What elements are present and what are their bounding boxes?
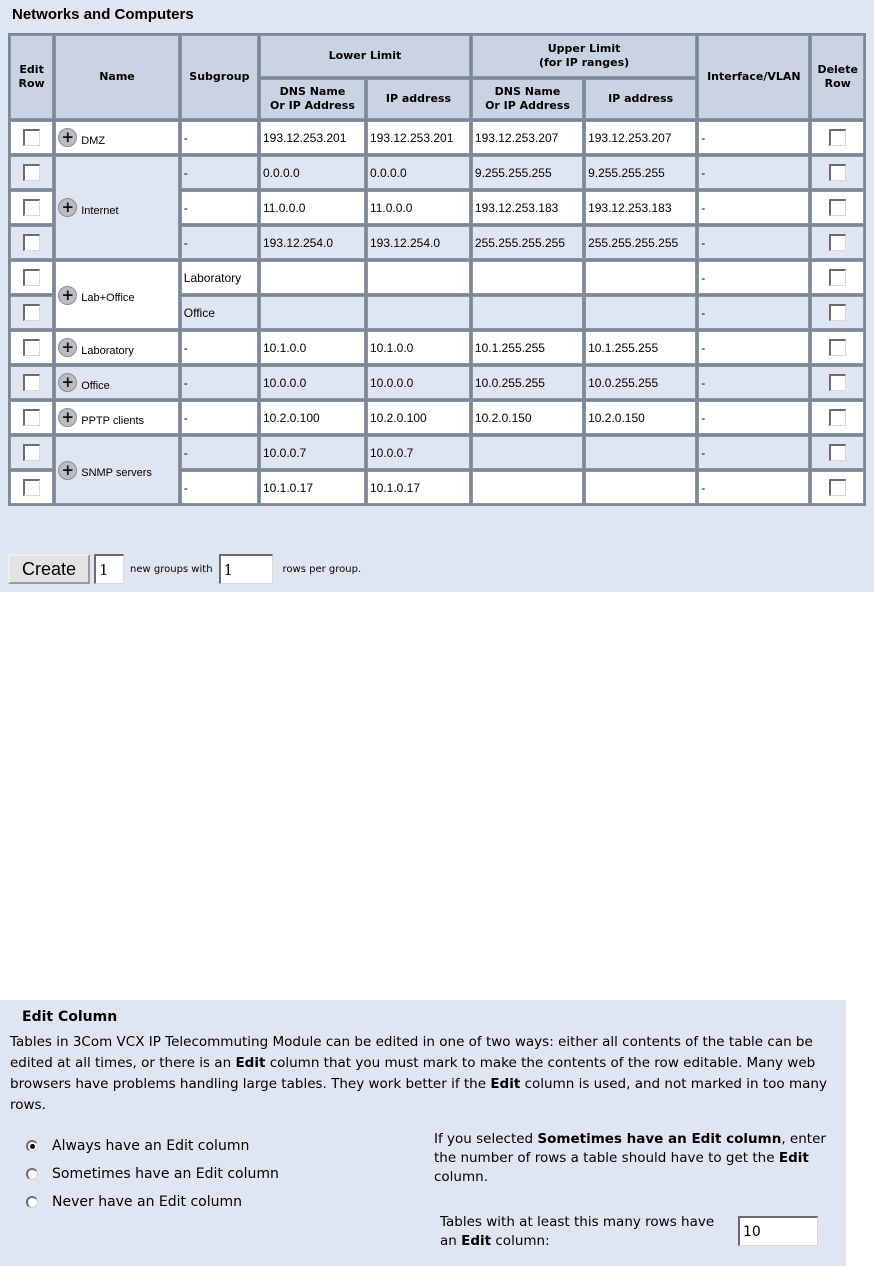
- upper-dns-cell[interactable]: 10.2.0.150: [472, 401, 583, 434]
- subgroup-cell[interactable]: -: [181, 331, 258, 364]
- edit-row-checkbox[interactable]: [23, 304, 40, 321]
- upper-ip-cell[interactable]: 10.2.0.150: [585, 401, 696, 434]
- radio-label: Never have an Edit column: [52, 1194, 242, 1210]
- section-title: Networks and Computers: [12, 6, 194, 23]
- edit-row-checkbox[interactable]: [23, 129, 40, 146]
- create-button[interactable]: Create: [8, 554, 90, 584]
- delete-row-checkbox[interactable]: [829, 479, 846, 496]
- networks-panel: [0, 0, 874, 592]
- radio-label: Always have an Edit column: [52, 1138, 250, 1154]
- min-rows-label: Tables with at least this many rows have an Edit column:: [440, 1214, 715, 1249]
- table-row: [10, 401, 864, 434]
- expand-plus-icon[interactable]: +: [58, 338, 77, 357]
- lower-ip-cell[interactable]: [367, 296, 470, 329]
- upper-dns-cell[interactable]: 193.12.253.207: [472, 121, 583, 154]
- interface-cell[interactable]: -: [698, 331, 809, 364]
- group-name: Office: [81, 379, 110, 392]
- lower-ip-cell[interactable]: 0.0.0.0: [367, 156, 470, 189]
- table-row: [10, 331, 864, 364]
- subgroup-header: Subgroup: [181, 35, 258, 119]
- upper-ip-cell[interactable]: [585, 296, 696, 329]
- upper-dns-cell[interactable]: [472, 261, 583, 294]
- edit-row-checkbox[interactable]: [23, 444, 40, 461]
- edit-row-cell[interactable]: [10, 436, 53, 469]
- delete-row-checkbox[interactable]: [829, 199, 846, 216]
- delete-row-checkbox[interactable]: [829, 129, 846, 146]
- interface-cell[interactable]: -: [698, 261, 809, 294]
- edit-row-cell[interactable]: [10, 401, 53, 434]
- table-row: [10, 121, 864, 154]
- delete-row-cell[interactable]: [811, 401, 864, 434]
- upper-dns-header: DNS Name Or IP Address: [472, 79, 583, 119]
- delete-row-cell[interactable]: [811, 296, 864, 329]
- radio-always-edit-column[interactable]: [26, 1138, 249, 1154]
- edit-row-checkbox[interactable]: [23, 479, 40, 496]
- lower-ip-cell[interactable]: [367, 261, 470, 294]
- interface-cell[interactable]: -: [698, 401, 809, 434]
- table-row: [10, 261, 864, 294]
- delete-row-checkbox[interactable]: [829, 269, 846, 286]
- rows-per-group-input[interactable]: 1: [219, 554, 273, 584]
- edit-row-cell[interactable]: [10, 156, 53, 189]
- lower-ip-cell[interactable]: 10.1.0.0: [367, 331, 470, 364]
- upper-dns-cell[interactable]: [472, 436, 583, 469]
- edit-row-cell[interactable]: [10, 121, 53, 154]
- group-name: Laboratory: [81, 344, 134, 357]
- name-header: Name: [55, 35, 179, 119]
- group-name: DMZ: [81, 134, 106, 147]
- new-groups-count-input[interactable]: 1: [94, 554, 124, 584]
- upper-dns-cell[interactable]: [472, 296, 583, 329]
- edit-row-cell[interactable]: [10, 226, 53, 259]
- upper-ip-cell[interactable]: 193.12.253.183: [585, 191, 696, 224]
- group-name: Lab+Office: [81, 292, 135, 304]
- create-groups-row: [8, 552, 361, 586]
- lower-dns-header: DNS Name Or IP Address: [260, 79, 365, 119]
- upper-ip-header: IP address: [585, 79, 696, 119]
- upper-ip-cell[interactable]: [585, 261, 696, 294]
- radio-button[interactable]: [26, 1140, 38, 1152]
- upper-ip-cell[interactable]: 255.255.255.255: [585, 226, 696, 259]
- lower-ip-cell[interactable]: 10.0.0.0: [367, 366, 470, 399]
- delete-row-checkbox[interactable]: [829, 339, 846, 356]
- edit-column-description: Tables in 3Com VCX IP Telecommuting Module can be edited in one of two ways: either all contents of the table can be edited at all times, or there is an Edit column that you must mark to make the contents of the row editable. Many web browsers have problems handling large tables. They work better if the Edit column is used, and not marked in too many rows.: [10, 1034, 827, 1113]
- lower-dns-cell[interactable]: 10.1.0.17: [260, 471, 365, 504]
- delete-row-checkbox[interactable]: [829, 374, 846, 391]
- radio-never-edit-column[interactable]: [26, 1194, 242, 1210]
- delete-row-checkbox[interactable]: [829, 234, 846, 251]
- interface-cell[interactable]: -: [698, 156, 809, 189]
- delete-row-cell[interactable]: [811, 226, 864, 259]
- subgroup-cell[interactable]: -: [181, 226, 258, 259]
- edit-row-checkbox[interactable]: [23, 409, 40, 426]
- radio-sometimes-edit-column[interactable]: [26, 1166, 279, 1182]
- group-name-cell: [55, 401, 179, 434]
- lower-dns-cell[interactable]: [260, 296, 365, 329]
- expand-plus-icon[interactable]: +: [58, 373, 77, 392]
- expand-plus-icon[interactable]: +: [58, 198, 77, 217]
- min-rows-input[interactable]: 10: [738, 1216, 818, 1246]
- edit-column-panel: [0, 1000, 846, 1266]
- radio-button[interactable]: [26, 1196, 38, 1208]
- interface-cell[interactable]: -: [698, 121, 809, 154]
- edit-row-header: Edit Row: [10, 35, 53, 119]
- upper-dns-cell[interactable]: 10.0.255.255: [472, 366, 583, 399]
- subgroup-cell[interactable]: Laboratory: [181, 261, 258, 294]
- lower-dns-cell[interactable]: 10.0.0.7: [260, 436, 365, 469]
- expand-plus-icon[interactable]: +: [58, 128, 77, 147]
- edit-row-checkbox[interactable]: [23, 234, 40, 251]
- delete-row-cell[interactable]: [811, 261, 864, 294]
- subgroup-cell[interactable]: -: [181, 366, 258, 399]
- edit-row-cell[interactable]: [10, 191, 53, 224]
- sometimes-info-text: If you selected Sometimes have an Edit column, enter the number of rows a table should have to get the Edit column.: [434, 1131, 826, 1185]
- lower-dns-cell[interactable]: 193.12.254.0: [260, 226, 365, 259]
- upper-ip-cell[interactable]: 10.0.255.255: [585, 366, 696, 399]
- group-name: Internet: [81, 204, 119, 217]
- delete-row-cell[interactable]: [811, 191, 864, 224]
- subgroup-cell[interactable]: -: [181, 471, 258, 504]
- lower-ip-cell[interactable]: 193.12.254.0: [367, 226, 470, 259]
- lower-dns-cell[interactable]: 10.0.0.0: [260, 366, 365, 399]
- upper-dns-cell[interactable]: 193.12.253.183: [472, 191, 583, 224]
- delete-row-checkbox[interactable]: [829, 304, 846, 321]
- lower-ip-cell[interactable]: 193.12.253.201: [367, 121, 470, 154]
- edit-row-checkbox[interactable]: [23, 339, 40, 356]
- delete-row-cell[interactable]: [811, 366, 864, 399]
- edit-row-checkbox[interactable]: [23, 199, 40, 216]
- group-name-cell: [55, 261, 179, 329]
- group-name-cell: [55, 331, 179, 364]
- lower-dns-cell[interactable]: 10.2.0.100: [260, 401, 365, 434]
- delete-row-checkbox[interactable]: [829, 444, 846, 461]
- lower-dns-cell[interactable]: [260, 261, 365, 294]
- upper-ip-cell[interactable]: 10.1.255.255: [585, 331, 696, 364]
- create-mid-text: new groups with: [130, 563, 213, 575]
- interface-cell[interactable]: -: [698, 226, 809, 259]
- delete-row-checkbox[interactable]: [829, 409, 846, 426]
- group-name: PPTP clients: [81, 414, 145, 427]
- edit-row-checkbox[interactable]: [23, 164, 40, 181]
- interface-cell[interactable]: -: [698, 296, 809, 329]
- delete-row-header: Delete Row: [811, 35, 864, 119]
- delete-row-cell[interactable]: [811, 121, 864, 154]
- lower-ip-cell[interactable]: 10.2.0.100: [367, 401, 470, 434]
- interface-cell[interactable]: -: [698, 436, 809, 469]
- upper-ip-cell[interactable]: [585, 471, 696, 504]
- group-name: SNMP servers: [81, 467, 152, 479]
- delete-row-cell[interactable]: [811, 436, 864, 469]
- group-name-cell: [55, 436, 179, 504]
- lower-dns-cell[interactable]: 10.1.0.0: [260, 331, 365, 364]
- interface-cell[interactable]: -: [698, 471, 809, 504]
- subgroup-cell[interactable]: -: [181, 191, 258, 224]
- subgroup-cell[interactable]: -: [181, 436, 258, 469]
- edit-row-cell[interactable]: [10, 366, 53, 399]
- interface-header: Interface/VLAN: [698, 35, 809, 119]
- table-row: [10, 436, 864, 469]
- delete-row-cell[interactable]: [811, 156, 864, 189]
- upper-dns-cell[interactable]: 255.255.255.255: [472, 226, 583, 259]
- delete-row-checkbox[interactable]: [829, 164, 846, 181]
- upper-dns-cell[interactable]: 10.1.255.255: [472, 331, 583, 364]
- edit-column-title: Edit Column: [22, 1009, 118, 1025]
- radio-button[interactable]: [26, 1168, 38, 1180]
- lower-ip-cell[interactable]: 10.0.0.7: [367, 436, 470, 469]
- interface-cell[interactable]: -: [698, 366, 809, 399]
- interface-cell[interactable]: -: [698, 191, 809, 224]
- group-name-cell: [55, 366, 179, 399]
- networks-table: [8, 33, 866, 506]
- upper-dns-cell[interactable]: [472, 471, 583, 504]
- group-name-cell: [55, 121, 179, 154]
- edit-row-checkbox[interactable]: [23, 269, 40, 286]
- edit-row-cell[interactable]: [10, 261, 53, 294]
- lower-dns-cell[interactable]: 11.0.0.0: [260, 191, 365, 224]
- lower-dns-cell[interactable]: 0.0.0.0: [260, 156, 365, 189]
- lower-ip-header: IP address: [367, 79, 470, 119]
- expand-plus-icon[interactable]: +: [58, 461, 77, 480]
- upper-dns-cell[interactable]: 9.255.255.255: [472, 156, 583, 189]
- lower-limit-header: Lower Limit: [260, 35, 470, 77]
- upper-limit-header: Upper Limit (for IP ranges): [472, 35, 696, 77]
- subgroup-cell[interactable]: -: [181, 401, 258, 434]
- subgroup-cell[interactable]: -: [181, 121, 258, 154]
- upper-ip-cell[interactable]: 9.255.255.255: [585, 156, 696, 189]
- delete-row-cell[interactable]: [811, 471, 864, 504]
- edit-row-cell[interactable]: [10, 296, 53, 329]
- upper-ip-cell[interactable]: [585, 436, 696, 469]
- edit-row-checkbox[interactable]: [23, 374, 40, 391]
- upper-ip-cell[interactable]: 193.12.253.207: [585, 121, 696, 154]
- radio-label: Sometimes have an Edit column: [52, 1166, 279, 1182]
- lower-dns-cell[interactable]: 193.12.253.201: [260, 121, 365, 154]
- expand-plus-icon[interactable]: +: [58, 286, 77, 305]
- lower-ip-cell[interactable]: 11.0.0.0: [367, 191, 470, 224]
- expand-plus-icon[interactable]: +: [58, 408, 77, 427]
- subgroup-cell[interactable]: -: [181, 156, 258, 189]
- delete-row-cell[interactable]: [811, 331, 864, 364]
- table-row: [10, 156, 864, 189]
- create-end-text: rows per group.: [282, 563, 362, 575]
- lower-ip-cell[interactable]: 10.1.0.17: [367, 471, 470, 504]
- table-row: [10, 366, 864, 399]
- group-name-cell: [55, 156, 179, 259]
- edit-row-cell[interactable]: [10, 331, 53, 364]
- edit-row-cell[interactable]: [10, 471, 53, 504]
- subgroup-cell[interactable]: Office: [181, 296, 258, 329]
